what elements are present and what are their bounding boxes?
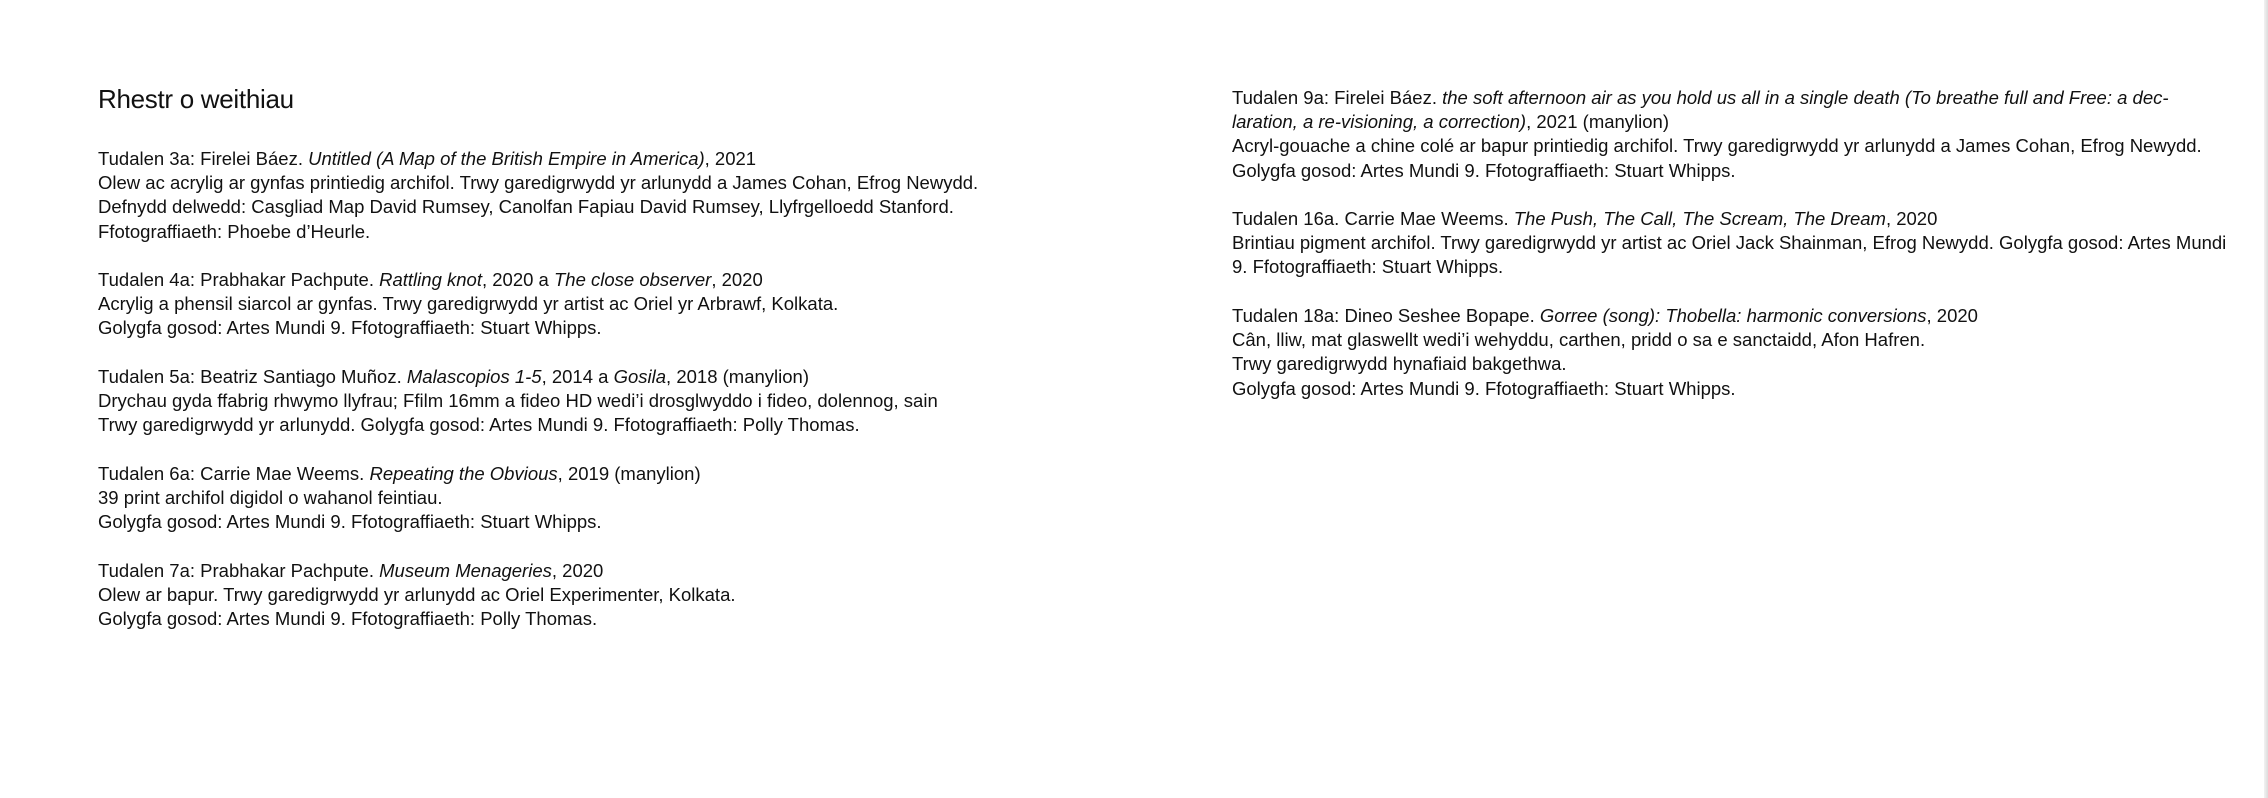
work-entry	[1232, 86, 2232, 183]
work-entry	[98, 559, 1218, 632]
work-entry	[98, 365, 1218, 438]
entry-line: 39 print archifol digidol o wahanol feintiau.	[98, 487, 443, 509]
entry-heading	[98, 147, 1218, 171]
entry-line: Olew ac acrylig ar gynfas printiedig archifol. Trwy garedigrwydd yr arlunydd a James Cohan, Efrog Newydd.	[98, 172, 979, 194]
entry-heading	[98, 365, 1218, 389]
entry-line: Drychau gyda ffabrig rhwymo llyfrau; Ffilm 16mm a fideo HD wedi’i drosglwyddo i fideo, dolennog, sain	[98, 390, 938, 412]
work-title: Gorree (song): Thobella: harmonic conversions	[1539, 305, 1927, 326]
entry-year: , 2021	[704, 148, 757, 169]
work-title: The close observer	[553, 269, 712, 290]
entry-line: Acrylig a phensil siarcol ar gynfas. Trwy garedigrwydd yr artist ac Oriel yr Arbrawf, Kolkata.	[98, 293, 839, 315]
entry-heading	[98, 462, 1218, 486]
work-entry	[98, 268, 1218, 341]
page-edge	[2264, 0, 2268, 798]
work-title: Gosila	[613, 366, 667, 387]
work-entry	[1232, 304, 2232, 401]
entry-line: Trwy garedigrwydd yr arlunydd. Golygfa gosod: Artes Mundi 9. Ffotograffiaeth: Polly Thomas.	[98, 414, 860, 436]
entry-label: Tudalen 5a: Beatriz Santiago Muñoz.	[98, 366, 407, 387]
work-entry	[98, 462, 1218, 535]
entry-heading	[1232, 207, 2232, 231]
entry-label: Tudalen 18a: Dineo Seshee Bopape.	[1232, 305, 1540, 326]
entry-year: , 2020	[1926, 305, 1978, 326]
work-entry	[98, 147, 1218, 244]
entry-line: Golygfa gosod: Artes Mundi 9. Ffotograffiaeth: Polly Thomas.	[98, 608, 598, 630]
entry-label: Tudalen 7a: Prabhakar Pachpute.	[98, 560, 380, 581]
entry-year: , 2019 (manylion)	[557, 463, 701, 484]
entry-year: , 2020	[1885, 208, 1938, 229]
entry-year: , 2014 a	[541, 366, 614, 387]
work-title: the soft afternoon air as you hold us all in a single death (To breathe full and Free: a dec-laration, a re-visioning, a correction)	[1232, 87, 2169, 133]
entry-heading	[98, 268, 1218, 292]
entry-year: , 2020	[711, 269, 763, 290]
entry-year: , 2020 a	[481, 269, 554, 290]
entry-label: Tudalen 4a: Prabhakar Pachpute.	[98, 269, 380, 290]
entry-year: , 2021 (manylion)	[1526, 111, 1670, 133]
entry-label: Tudalen 6a: Carrie Mae Weems.	[98, 463, 370, 484]
entry-line: Ffotograffiaeth: Phoebe d’Heurle.	[98, 220, 371, 242]
work-entry	[1232, 207, 2232, 280]
work-title: Rattling knot	[379, 269, 482, 290]
work-title: Untitled (A Map of the British Empire in America)	[308, 148, 705, 169]
work-title: Repeating the Obvious	[369, 463, 558, 484]
entry-year: , 2018 (manylion)	[666, 366, 809, 387]
entry-line: Olew ar bapur. Trwy garedigrwydd yr arlunydd ac Oriel Experimenter, Kolkata.	[98, 584, 736, 606]
entry-heading	[1232, 86, 2232, 134]
work-title: Museum Menageries	[379, 560, 552, 581]
entry-line: Brintiau pigment archifol. Trwy garedigrwydd yr artist ac Oriel Jack Shainman, Efrog Newydd. Golygfa gosod: Artes Mundi 9. Ffotograffiaeth: Stuart Whipps.	[1232, 232, 2227, 278]
entry-label: Tudalen 3a: Firelei Báez.	[98, 148, 309, 169]
entry-line: Golygfa gosod: Artes Mundi 9. Ffotograffiaeth: Stuart Whipps.	[1232, 377, 1736, 399]
entry-line: Golygfa gosod: Artes Mundi 9. Ffotograffiaeth: Stuart Whipps.	[98, 317, 602, 339]
entry-line: Golygfa gosod: Artes Mundi 9. Ffotograffiaeth: Stuart Whipps.	[98, 511, 602, 533]
entry-line: Cân, lliw, mat glaswellt wedi’i wehyddu, carthen, pridd o sa e sanctaidd, Afon Hafren.	[1232, 329, 1926, 351]
entry-label: Tudalen 9a: Firelei Báez.	[1232, 87, 1443, 108]
entry-line: Defnydd delwedd: Casgliad Map David Rumsey, Canolfan Fapiau David Rumsey, Llyfrgelloedd Stanford.	[98, 196, 954, 218]
entry-line: Trwy garedigrwydd hynafiaid bakgethwa.	[1232, 353, 1567, 375]
work-title: Malascopios 1-5	[406, 366, 542, 387]
entry-heading	[98, 559, 1218, 583]
entry-heading	[1232, 304, 2232, 328]
page-title: Rhestr o weithiau	[98, 84, 294, 114]
entry-line: Acryl-gouache a chine colé ar bapur printiedig archifol. Trwy garedigrwydd yr arlunydd a James Cohan, Efrog Newydd. Golygfa gosod: Artes Mundi 9. Ffotograffiaeth: Stuart Whipps.	[1232, 135, 2202, 181]
entry-year: , 2020	[551, 560, 604, 581]
entry-label: Tudalen 16a. Carrie Mae Weems.	[1232, 208, 1514, 229]
work-title: The Push, The Call, The Scream, The Dream	[1513, 208, 1886, 229]
